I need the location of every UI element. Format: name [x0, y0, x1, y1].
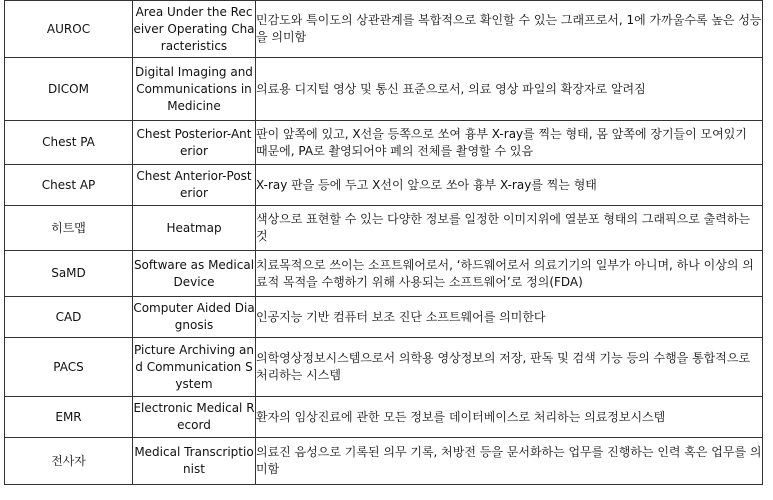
term-text: PACS [53, 359, 84, 374]
term-cell [5, 438, 133, 485]
description-text: 치료목적으로 쓰이는 소프트웨어로서, ‘하드웨어로서 의료기기의 일부가 아니며, 하나 이상의 의료적 목적을 수행하기 위해 사용되는 소프트웨어’로 정의(FDA) [256, 257, 754, 289]
full-name-cell [133, 438, 256, 485]
description-text: 색상으로 표현할 수 있는 다양한 정보를 일정한 이미지위에 열분포 형태의 그래픽으로 출력하는 것 [256, 212, 751, 243]
table-row [5, 121, 763, 165]
term-cell [5, 165, 133, 206]
table-row [5, 58, 763, 121]
term-cell [5, 251, 133, 297]
description-text: X-ray 판을 등에 두고 X선이 앞으로 쏘아 흉부 X-ray를 찍는 형태 [256, 177, 597, 192]
full-name-cell [133, 1, 256, 58]
full-name-text: Digital Imaging and Communications in Medicine [135, 64, 253, 113]
description-text: 환자의 임상진료에 관한 모든 정보를 데이터베이스로 처리하는 의료정보시스템 [256, 409, 666, 424]
full-name-text: Computer Aided Diagnosis [133, 301, 255, 332]
description-text: 민감도와 특이도의 상관관계를 복합적으로 확인할 수 있는 그래프로서, 1에 가까울수록 높은 성능을 의미함 [256, 13, 762, 44]
glossary-table [4, 0, 763, 485]
term-cell [5, 338, 133, 397]
full-name-cell [133, 121, 256, 165]
term-text: CAD [55, 309, 82, 324]
description-text: 인공지능 기반 컴퓨터 보조 진단 소프트웨어를 의미한다 [256, 309, 546, 324]
description-cell [256, 1, 763, 58]
description-cell [256, 438, 763, 485]
term-text: 전사자 [51, 453, 86, 468]
term-cell [5, 397, 133, 438]
table-row [5, 1, 763, 58]
description-cell [256, 58, 763, 121]
description-text: 판이 앞쪽에 있고, X선을 등쪽으로 쏘여 흉부 X-ray를 찍는 형태, 몸 앞쪽에 장기들이 모여있기 때문에, PA로 촬영되어야 폐의 전체를 촬영할 수 있음 [256, 126, 747, 158]
term-text: EMR [55, 409, 82, 424]
table-row [5, 438, 763, 485]
table-row [5, 251, 763, 297]
description-cell [256, 165, 763, 206]
term-cell [5, 206, 133, 251]
table-row [5, 338, 763, 397]
full-name-cell [133, 206, 256, 251]
full-name-text: Software as Medical Device [133, 257, 255, 289]
table-row [5, 297, 763, 338]
full-name-text: Electronic Medical Record [133, 401, 255, 432]
full-name-cell [133, 397, 256, 438]
description-cell [256, 121, 763, 165]
term-cell [5, 297, 133, 338]
term-text: DICOM [48, 81, 89, 96]
full-name-cell [133, 251, 256, 297]
term-text: AUROC [46, 21, 91, 36]
full-name-cell [133, 58, 256, 121]
full-name-text: Heatmap [166, 220, 222, 235]
description-text: 의료용 디지털 영상 및 통신 표준으로서, 의료 영상 파일의 확장자로 알려짐 [256, 81, 646, 96]
term-cell [5, 1, 133, 58]
full-name-cell [133, 297, 256, 338]
term-text: SaMD [51, 266, 86, 280]
full-name-text: Picture Archiving and Communication System [134, 342, 254, 391]
description-cell [256, 251, 763, 297]
full-name-cell [133, 338, 256, 397]
description-cell [256, 297, 763, 338]
description-cell [256, 338, 763, 397]
full-name-text: Area Under the Receiver Operating Characteristics [133, 4, 255, 53]
description-cell [256, 397, 763, 438]
full-name-cell [133, 165, 256, 206]
term-text: 히트맵 [51, 220, 86, 235]
table-row [5, 165, 763, 206]
description-text: 의학영상정보시스템으로서 의학용 영상정보의 저장, 판독 및 검색 기능 등의 수행을 통합적으로 처리하는 시스템 [256, 351, 751, 382]
term-cell [5, 121, 133, 165]
table-row [5, 397, 763, 438]
description-cell [256, 206, 763, 251]
full-name-text: Medical Transcriptionist [134, 445, 254, 476]
full-name-text: Chest Posterior-Anterior [136, 126, 252, 158]
term-text: Chest AP [41, 177, 96, 192]
term-text: Chest PA [42, 135, 95, 149]
full-name-text: Chest Anterior-Posterior [136, 169, 252, 200]
term-cell [5, 58, 133, 121]
table-row [5, 206, 763, 251]
description-text: 의료진 음성으로 기록된 의무 기록, 처방전 등을 문서화하는 업무를 진행하는 인력 혹은 업무를 의미함 [256, 445, 762, 476]
